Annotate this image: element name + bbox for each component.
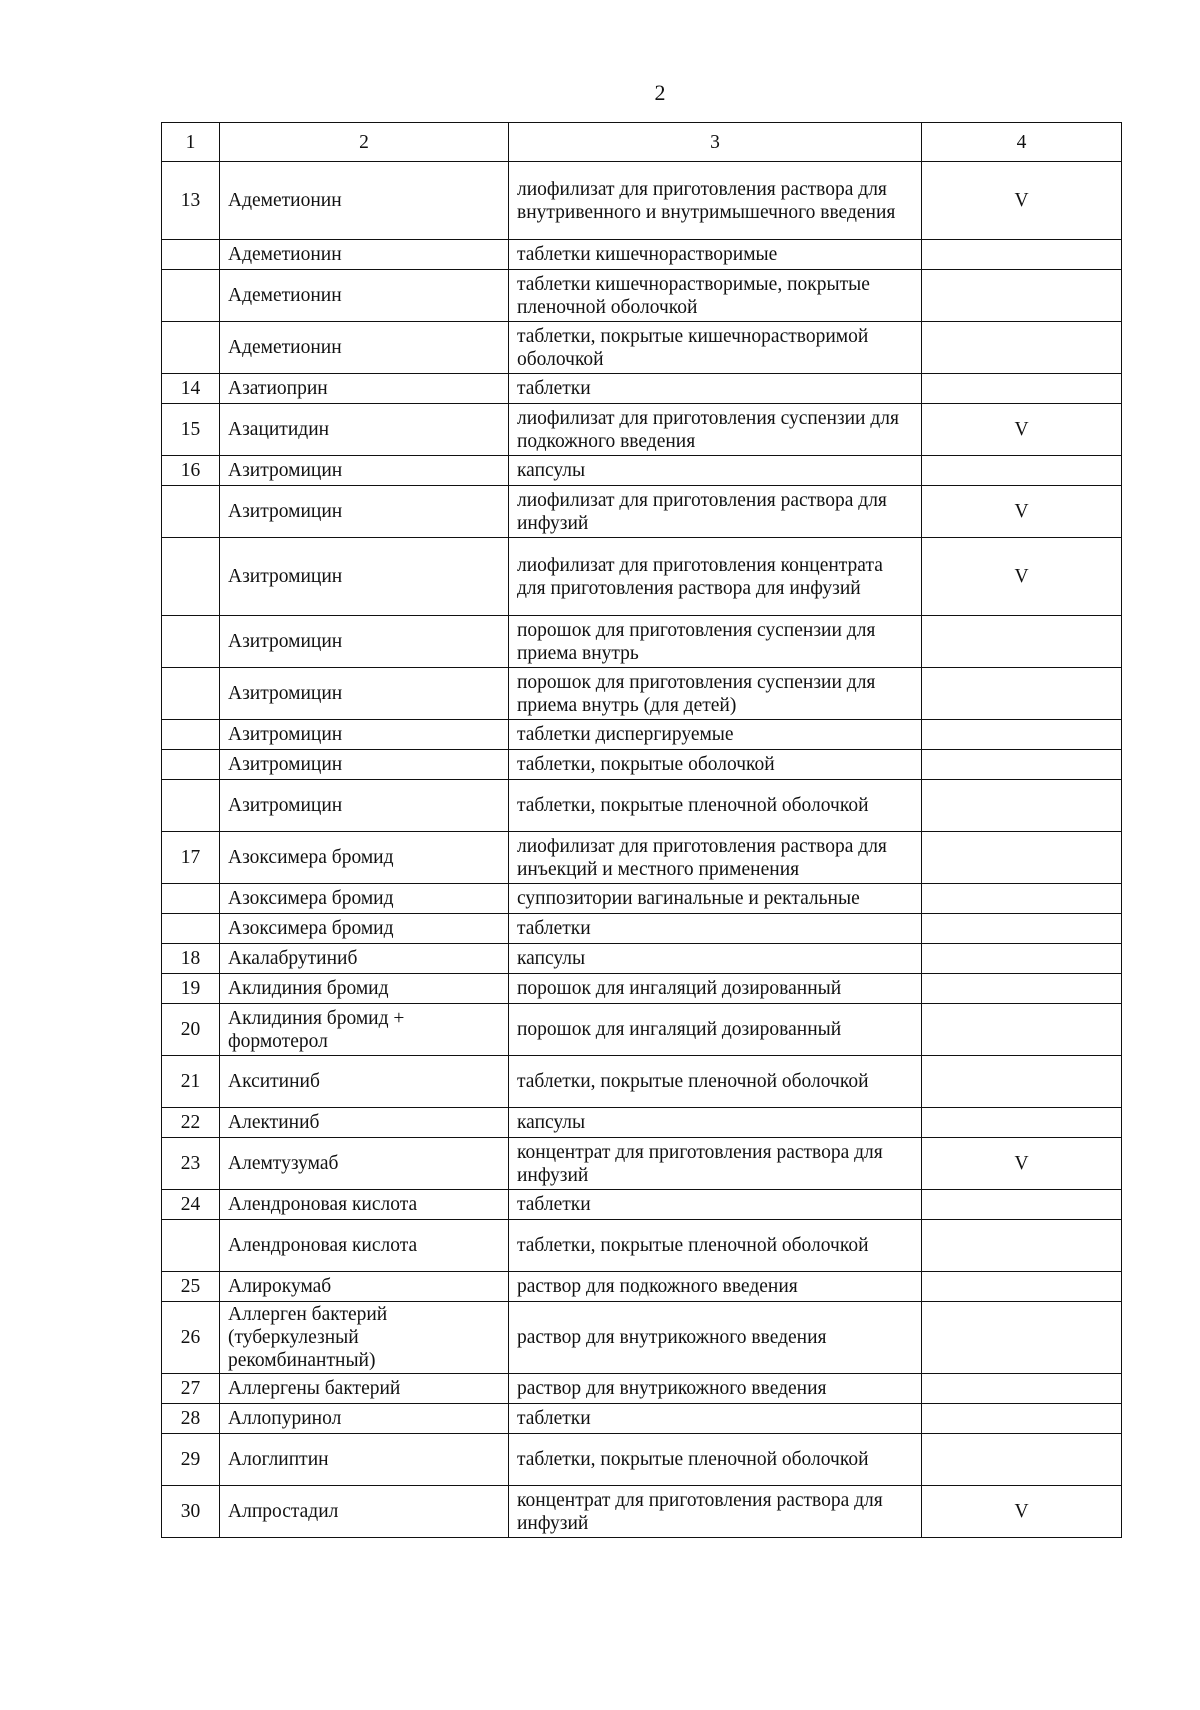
row-number [162, 668, 220, 720]
row-number: 13 [162, 162, 220, 240]
drug-name: Адеметионин [220, 162, 509, 240]
row-number [162, 538, 220, 616]
v-mark [922, 240, 1122, 270]
v-mark [922, 1004, 1122, 1056]
drug-name: Азацитидин [220, 404, 509, 456]
v-mark [922, 750, 1122, 780]
table-row [162, 616, 1122, 668]
row-number: 23 [162, 1138, 220, 1190]
dosage-form: порошок для приготовления суспензии для приема внутрь (для детей) [509, 668, 922, 720]
row-number: 25 [162, 1272, 220, 1302]
v-mark [922, 456, 1122, 486]
row-number: 17 [162, 832, 220, 884]
dosage-form: раствор для внутрикожного введения [509, 1302, 922, 1374]
drug-name: Аллерген бактерий (туберкулезный рекомбинантный) [220, 1302, 509, 1374]
row-number [162, 914, 220, 944]
dosage-form: капсулы [509, 1108, 922, 1138]
row-number: 27 [162, 1374, 220, 1404]
v-mark [922, 884, 1122, 914]
drug-name: Акситиниб [220, 1056, 509, 1108]
drug-name: Акалабрутиниб [220, 944, 509, 974]
dosage-form: таблетки, покрытые пленочной оболочкой [509, 780, 922, 832]
table-row [162, 1302, 1122, 1374]
drug-name: Адеметионин [220, 240, 509, 270]
row-number: 26 [162, 1302, 220, 1374]
row-number [162, 720, 220, 750]
dosage-form: таблетки, покрытые кишечнорастворимой оболочкой [509, 322, 922, 374]
dosage-form: раствор для внутрикожного введения [509, 1374, 922, 1404]
v-mark [922, 832, 1122, 884]
table-row [162, 1056, 1122, 1108]
drug-name: Азатиоприн [220, 374, 509, 404]
dosage-form: капсулы [509, 456, 922, 486]
dosage-form: таблетки [509, 1404, 922, 1434]
table-row [162, 974, 1122, 1004]
table-row [162, 1486, 1122, 1538]
dosage-form: таблетки, покрытые пленочной оболочкой [509, 1220, 922, 1272]
dosage-form: лиофилизат для приготовления раствора для инъекций и местного применения [509, 832, 922, 884]
v-mark [922, 1404, 1122, 1434]
table-row [162, 1190, 1122, 1220]
dosage-form: суппозитории вагинальные и ректальные [509, 884, 922, 914]
table-row [162, 270, 1122, 322]
row-number: 15 [162, 404, 220, 456]
row-number: 29 [162, 1434, 220, 1486]
table-header-row [162, 123, 1122, 162]
v-mark [922, 1108, 1122, 1138]
column-header-1: 1 [162, 123, 220, 162]
v-mark [922, 780, 1122, 832]
column-header-4: 4 [922, 123, 1122, 162]
row-number [162, 270, 220, 322]
dosage-form: порошок для ингаляций дозированный [509, 1004, 922, 1056]
dosage-form: таблетки, покрытые пленочной оболочкой [509, 1434, 922, 1486]
drug-name: Азитромицин [220, 538, 509, 616]
dosage-form: таблетки кишечнорастворимые [509, 240, 922, 270]
table-row [162, 1434, 1122, 1486]
table-row [162, 750, 1122, 780]
v-mark [922, 720, 1122, 750]
row-number: 19 [162, 974, 220, 1004]
v-mark [922, 974, 1122, 1004]
v-mark [922, 944, 1122, 974]
v-mark: V [922, 404, 1122, 456]
row-number [162, 884, 220, 914]
row-number: 30 [162, 1486, 220, 1538]
v-mark [922, 1434, 1122, 1486]
v-mark [922, 1056, 1122, 1108]
drug-name: Алектиниб [220, 1108, 509, 1138]
table-row [162, 240, 1122, 270]
v-mark: V [922, 1138, 1122, 1190]
row-number [162, 780, 220, 832]
drug-name: Алоглиптин [220, 1434, 509, 1486]
dosage-form: концентрат для приготовления раствора для инфузий [509, 1138, 922, 1190]
v-mark [922, 374, 1122, 404]
table-row [162, 944, 1122, 974]
v-mark [922, 616, 1122, 668]
v-mark [922, 1220, 1122, 1272]
dosage-form: раствор для подкожного введения [509, 1272, 922, 1302]
drug-name: Аллергены бактерий [220, 1374, 509, 1404]
row-number: 24 [162, 1190, 220, 1220]
drug-name: Алендроновая кислота [220, 1220, 509, 1272]
table-row [162, 1004, 1122, 1056]
drug-name: Азитромицин [220, 720, 509, 750]
table-row [162, 1374, 1122, 1404]
row-number [162, 240, 220, 270]
dosage-form: капсулы [509, 944, 922, 974]
v-mark [922, 322, 1122, 374]
drug-name: Алемтузумаб [220, 1138, 509, 1190]
table-row [162, 486, 1122, 538]
row-number: 21 [162, 1056, 220, 1108]
table-row [162, 914, 1122, 944]
drug-name: Азитромицин [220, 486, 509, 538]
dosage-form: таблетки, покрытые оболочкой [509, 750, 922, 780]
table-row [162, 780, 1122, 832]
table-row [162, 720, 1122, 750]
v-mark [922, 914, 1122, 944]
table-row [162, 162, 1122, 240]
drug-name: Адеметионин [220, 270, 509, 322]
table-row [162, 1138, 1122, 1190]
drug-name: Азитромицин [220, 616, 509, 668]
dosage-form: таблетки [509, 1190, 922, 1220]
v-mark: V [922, 486, 1122, 538]
dosage-form: таблетки кишечнорастворимые, покрытые пленочной оболочкой [509, 270, 922, 322]
drug-name: Азоксимера бромид [220, 832, 509, 884]
dosage-form: порошок для ингаляций дозированный [509, 974, 922, 1004]
row-number: 20 [162, 1004, 220, 1056]
dosage-form: таблетки [509, 914, 922, 944]
table-row [162, 538, 1122, 616]
drug-name: Азитромицин [220, 456, 509, 486]
dosage-form: таблетки [509, 374, 922, 404]
v-mark [922, 270, 1122, 322]
drug-name: Аклидиния бромид + формотерол [220, 1004, 509, 1056]
page-number: 2 [654, 80, 666, 105]
dosage-form: концентрат для приготовления раствора для инфузий [509, 1486, 922, 1538]
drug-name: Алирокумаб [220, 1272, 509, 1302]
table-row [162, 1272, 1122, 1302]
table-row [162, 668, 1122, 720]
table-row [162, 832, 1122, 884]
row-number: 16 [162, 456, 220, 486]
v-mark [922, 1190, 1122, 1220]
dosage-form: лиофилизат для приготовления раствора для внутривенного и внутримышечного введения [509, 162, 922, 240]
row-number: 18 [162, 944, 220, 974]
dosage-form: лиофилизат для приготовления концентрата для приготовления раствора для инфузий [509, 538, 922, 616]
v-mark: V [922, 162, 1122, 240]
table-body [162, 162, 1122, 1538]
column-header-3: 3 [509, 123, 922, 162]
table-row [162, 1220, 1122, 1272]
table-row [162, 456, 1122, 486]
table-row [162, 404, 1122, 456]
row-number [162, 750, 220, 780]
v-mark: V [922, 1486, 1122, 1538]
v-mark [922, 1272, 1122, 1302]
column-header-2: 2 [220, 123, 509, 162]
v-mark [922, 1302, 1122, 1374]
drug-name: Алендроновая кислота [220, 1190, 509, 1220]
row-number [162, 486, 220, 538]
drug-name: Азитромицин [220, 780, 509, 832]
row-number: 22 [162, 1108, 220, 1138]
drug-name: Азитромицин [220, 750, 509, 780]
v-mark: V [922, 538, 1122, 616]
dosage-form: таблетки диспергируемые [509, 720, 922, 750]
drug-name: Азоксимера бромид [220, 884, 509, 914]
v-mark [922, 668, 1122, 720]
v-mark [922, 1374, 1122, 1404]
row-number [162, 616, 220, 668]
dosage-form: лиофилизат для приготовления раствора для инфузий [509, 486, 922, 538]
drug-table [161, 122, 1122, 1538]
row-number [162, 322, 220, 374]
dosage-form: лиофилизат для приготовления суспензии для подкожного введения [509, 404, 922, 456]
drug-name: Аклидиния бромид [220, 974, 509, 1004]
row-number [162, 1220, 220, 1272]
row-number: 28 [162, 1404, 220, 1434]
drug-name: Азитромицин [220, 668, 509, 720]
dosage-form: таблетки, покрытые пленочной оболочкой [509, 1056, 922, 1108]
table-row [162, 322, 1122, 374]
drug-name: Азоксимера бромид [220, 914, 509, 944]
dosage-form: порошок для приготовления суспензии для приема внутрь [509, 616, 922, 668]
drug-name: Алпростадил [220, 1486, 509, 1538]
drug-name: Адеметионин [220, 322, 509, 374]
table-row [162, 374, 1122, 404]
row-number: 14 [162, 374, 220, 404]
table-row [162, 1404, 1122, 1434]
drug-name: Аллопуринол [220, 1404, 509, 1434]
table-row [162, 884, 1122, 914]
table-row [162, 1108, 1122, 1138]
